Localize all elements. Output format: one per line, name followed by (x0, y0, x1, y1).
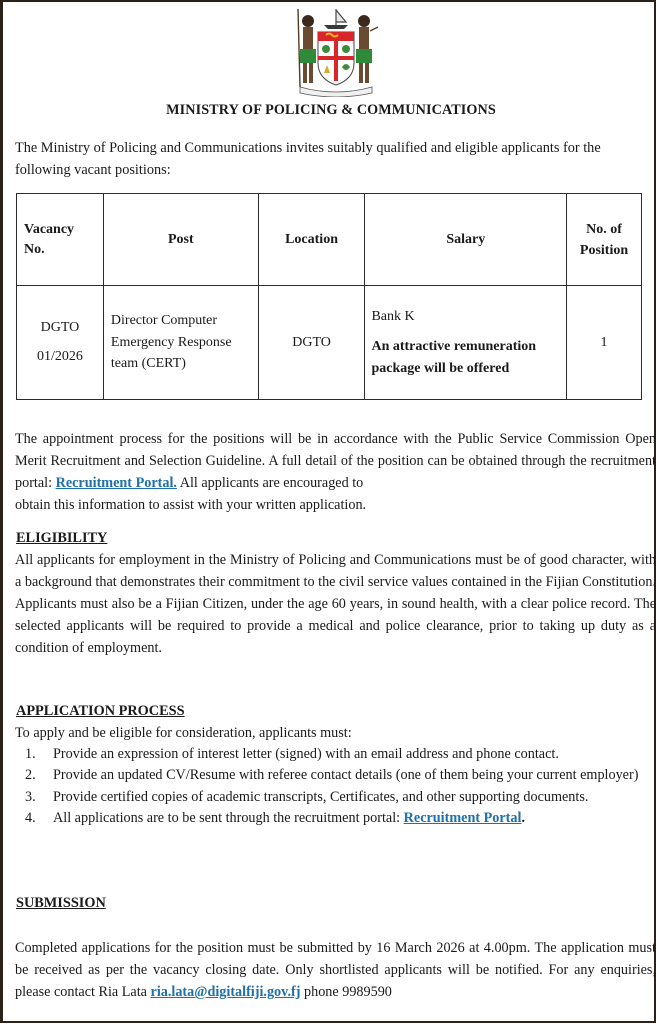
table-row (17, 286, 642, 400)
eligibility-paragraph: All applicants for employment in the Ministry of Policing and Communications must be of good character, with a background that demonstrates their commitment to the civil service values contained in the Fijian Constitution. Applicants must also be a Fijian Citizen, under the age 60 years, in sound health, with a clear police record. The selected applicants will be required to provide a medical and police clearance, prior to taking up duty as a condition of employment. (15, 552, 656, 656)
list-item: 4. All applications are to be sent through the recruitment portal: Recruitment Portal. (25, 810, 525, 827)
vacancy-no-line2: 01/2026 (37, 349, 83, 364)
vacancy-no-line1: DGTO (40, 320, 80, 335)
application-process-intro: To apply and be eligible for consideration, applicants must: (15, 725, 352, 741)
header-no-of-position: No. of Position (567, 194, 642, 286)
intro-paragraph: The Ministry of Policing and Communications invites suitably qualified and eligible applicants for the following vacant positions: (15, 140, 601, 178)
header-location: Location (258, 194, 365, 286)
application-process-heading: APPLICATION PROCESS (16, 703, 185, 719)
eligibility-heading: ELIGIBILITY (16, 530, 108, 546)
cell-location: DGTO (258, 286, 365, 400)
list-item: 3. Provide certified copies of academic transcripts, Certificates, and other supporting documents. (25, 788, 589, 805)
recruitment-portal-link[interactable]: Recruitment Portal. (55, 475, 177, 491)
cell-salary (365, 286, 567, 400)
salary-band: Bank K (371, 309, 415, 324)
vacancy-table (16, 193, 642, 400)
submission-heading: SUBMISSION (16, 895, 106, 911)
appointment-paragraph (15, 428, 656, 494)
submission-paragraph: Completed applications for the position must be submitted by 16 March 2026 at 4.00pm. The application must be received as per the vacancy closing date. Only shortlisted applicants will be notified. For any enquiries, please contact Ria Lata ria.lata@digitalfiji.gov.fj phone 9989590 (15, 940, 656, 1000)
application-requirements-list (25, 744, 656, 830)
cell-vacancy-no (17, 286, 104, 400)
cell-no-of-position: 1 (567, 286, 642, 400)
list-item: 2. Provide an updated CV/Resume with referee contact details (one of them being your current employer) (25, 767, 639, 784)
table-header-row (17, 194, 642, 286)
header-vacancy-no: Vacancy No. (17, 194, 104, 286)
header-salary: Salary (365, 194, 567, 286)
appointment-text: The appointment process for the positions will be in accordance with the Public Service Commission Open Merit Recruitment and Selection Guideline. A full detail of the position can be obtained through the recruitment portal: (15, 431, 656, 491)
appointment-continued: obtain this information to assist with your written application. (15, 497, 367, 513)
cell-post: Director Computer Emergency Response team (CERT) (103, 286, 258, 400)
list-item: 1. Provide an expression of interest letter (signed) with an email address and phone contact. (25, 746, 559, 762)
salary-note: An attractive remuneration package will be offered (371, 339, 537, 376)
ministry-title: MINISTRY OF POLICING & COMMUNICATIONS (166, 102, 496, 118)
recruitment-portal-link-2[interactable]: Recruitment Portal (403, 810, 522, 827)
header-post: Post (103, 194, 258, 286)
contact-email-link[interactable]: ria.lata@digitalfiji.gov.fj (150, 984, 301, 1000)
fiji-coat-of-arms-icon (286, 5, 386, 97)
appointment-text-after: All applicants are encouraged to (176, 475, 364, 491)
